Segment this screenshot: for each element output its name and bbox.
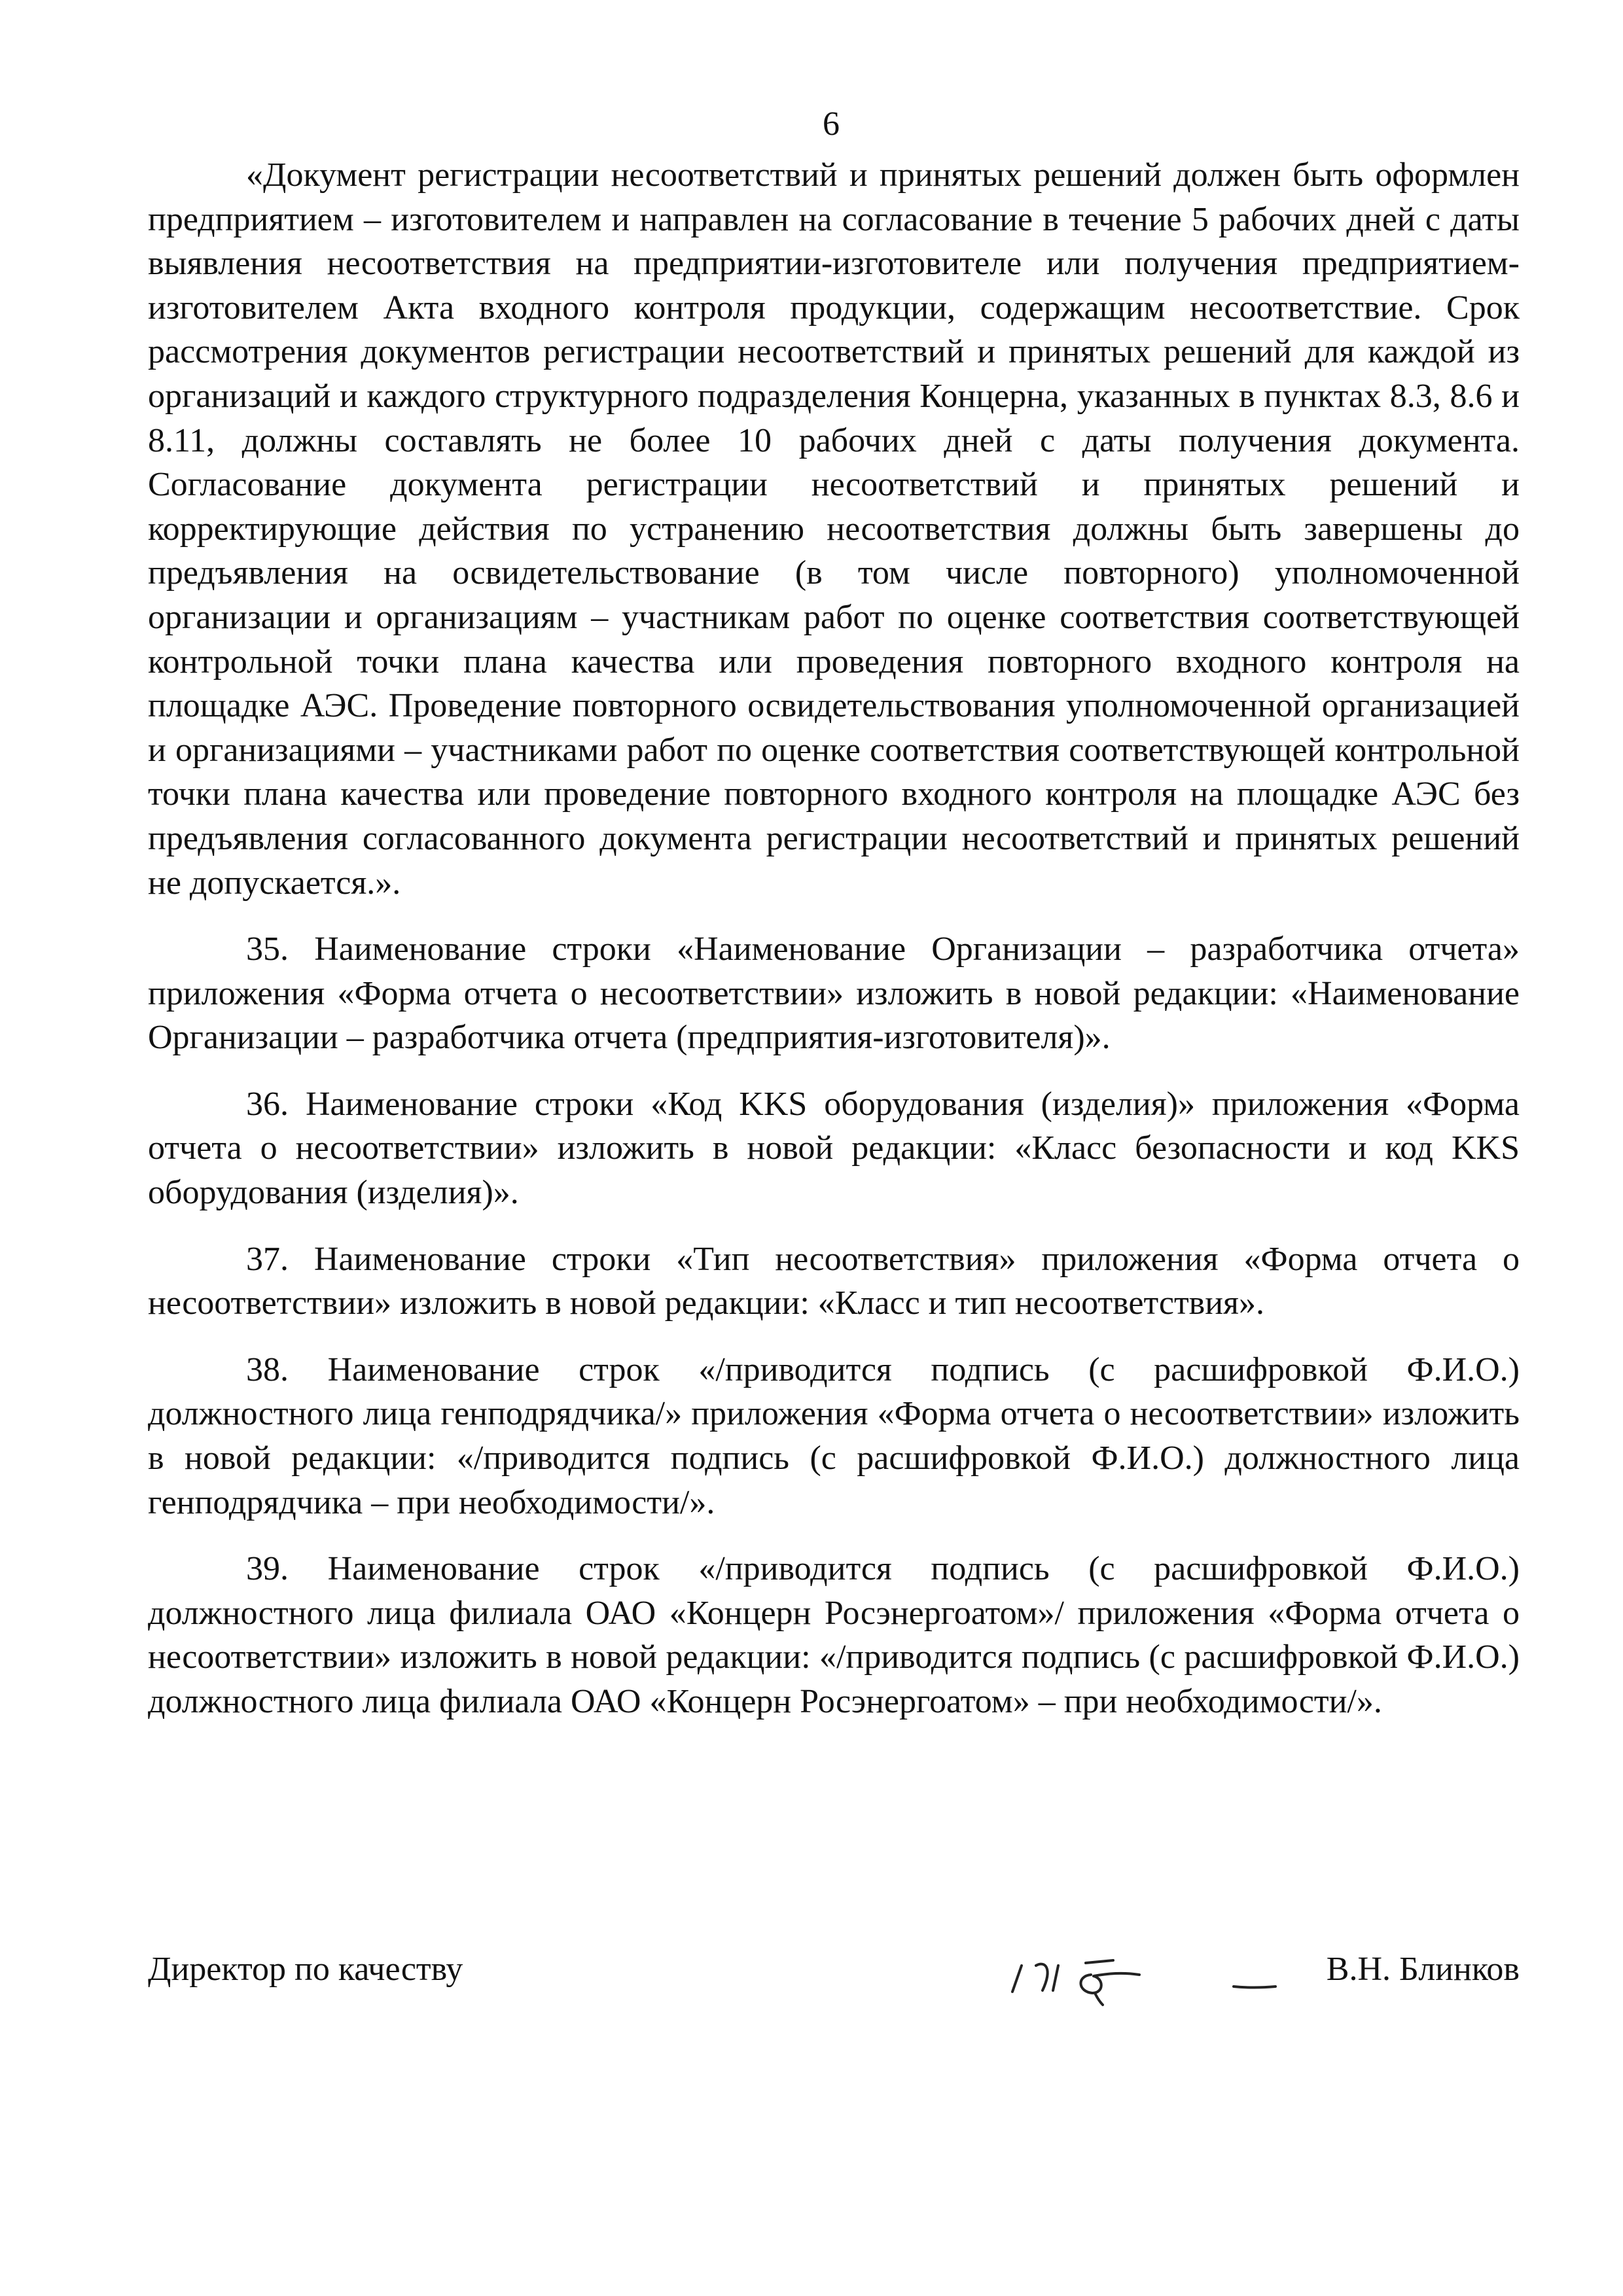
signer-name: В.Н. Блинков [1326,1951,1520,1988]
paragraph-item-38: 38. Наименование строк «/приводится подпись (с расшифровкой Ф.И.О.) должностного лица генподрядчика/» приложения «Форма отчета о несоответствии» изложить в новой редакции: «/приводится подпись (с расшифровкой Ф.И.О.) должностного лица генподрядчика – при необходимости/». [148,1351,1520,1521]
paragraph-nonconformity-document: «Документ регистрации несоответствий и принятых решений должен быть оформлен предприятием – изготовителем и направлен на согласование в течение 5 рабочих дней с даты выявления несоответствия на предприятии-изготовителе или получения предприятием-изготовителем Акта входного контроля продукции, содержащим несоответствие. Срок рассмотрения документов регистрации несоответствий и принятых решений для каждой из организаций и каждого структурного подразделения Концерна, указанных в пунктах 8.3, 8.6 и 8.11, должны составлять не более 10 рабочих дней с даты получения документа. Согласование документа регистрации несоответствий и принятых решений и корректирующие действия по устранению несоответствия должны быть завершены до предъявления на освидетельствование (в том числе повторного) уполномоченной организации и организациям – участникам работ по оценке соответствия соответствующей контрольной точки плана качества или проведения повторного входного контроля на площадке АЭС. Проведение повторного освидетельствования уполномоченной организацией и организациями – участниками работ по оценке соответствия соответствующей контрольной точки плана качества или проведение повторного входного контроля на площадке АЭС без предъявления согласованного документа регистрации несоответствий и принятых решений не допускается.». [148,156,1520,902]
paragraph-item-35: 35. Наименование строки «Наименование Организации – разработчика отчета» приложения «Форма отчета о несоответствии» изложить в новой редакции: «Наименование Организации – разработчика отчета (предприятия-изготовителя)». [148,930,1520,1057]
document-body [148,153,1520,1724]
paragraph-item-37: 37. Наименование строки «Тип несоответствия» приложения «Форма отчета о несоответствии» изложить в новой редакции: «Класс и тип несоответствия». [148,1240,1520,1322]
paragraph-item-36: 36. Наименование строки «Код KKS оборудования (изделия)» приложения «Форма отчета о несоответствии» изложить в новой редакции: «Класс безопасности и код KKS оборудования (изделия)». [148,1085,1520,1212]
page-number: 6 [823,105,840,143]
signer-position: Директор по качеству [148,1951,463,1988]
paragraph-item-39: 39. Наименование строк «/приводится подпись (с расшифровкой Ф.И.О.) должностного лица филиала ОАО «Концерн Росэнергоатом»/ приложения «Форма отчета о несоответствии» изложить в новой редакции: «/приводится подпись (с расшифровкой Ф.И.О.) должностного лица филиала ОАО «Концерн Росэнергоатом» – при необходимости/». [148,1550,1520,1720]
signature-block [148,1932,1520,2010]
handwritten-signature [865,1932,1375,2010]
